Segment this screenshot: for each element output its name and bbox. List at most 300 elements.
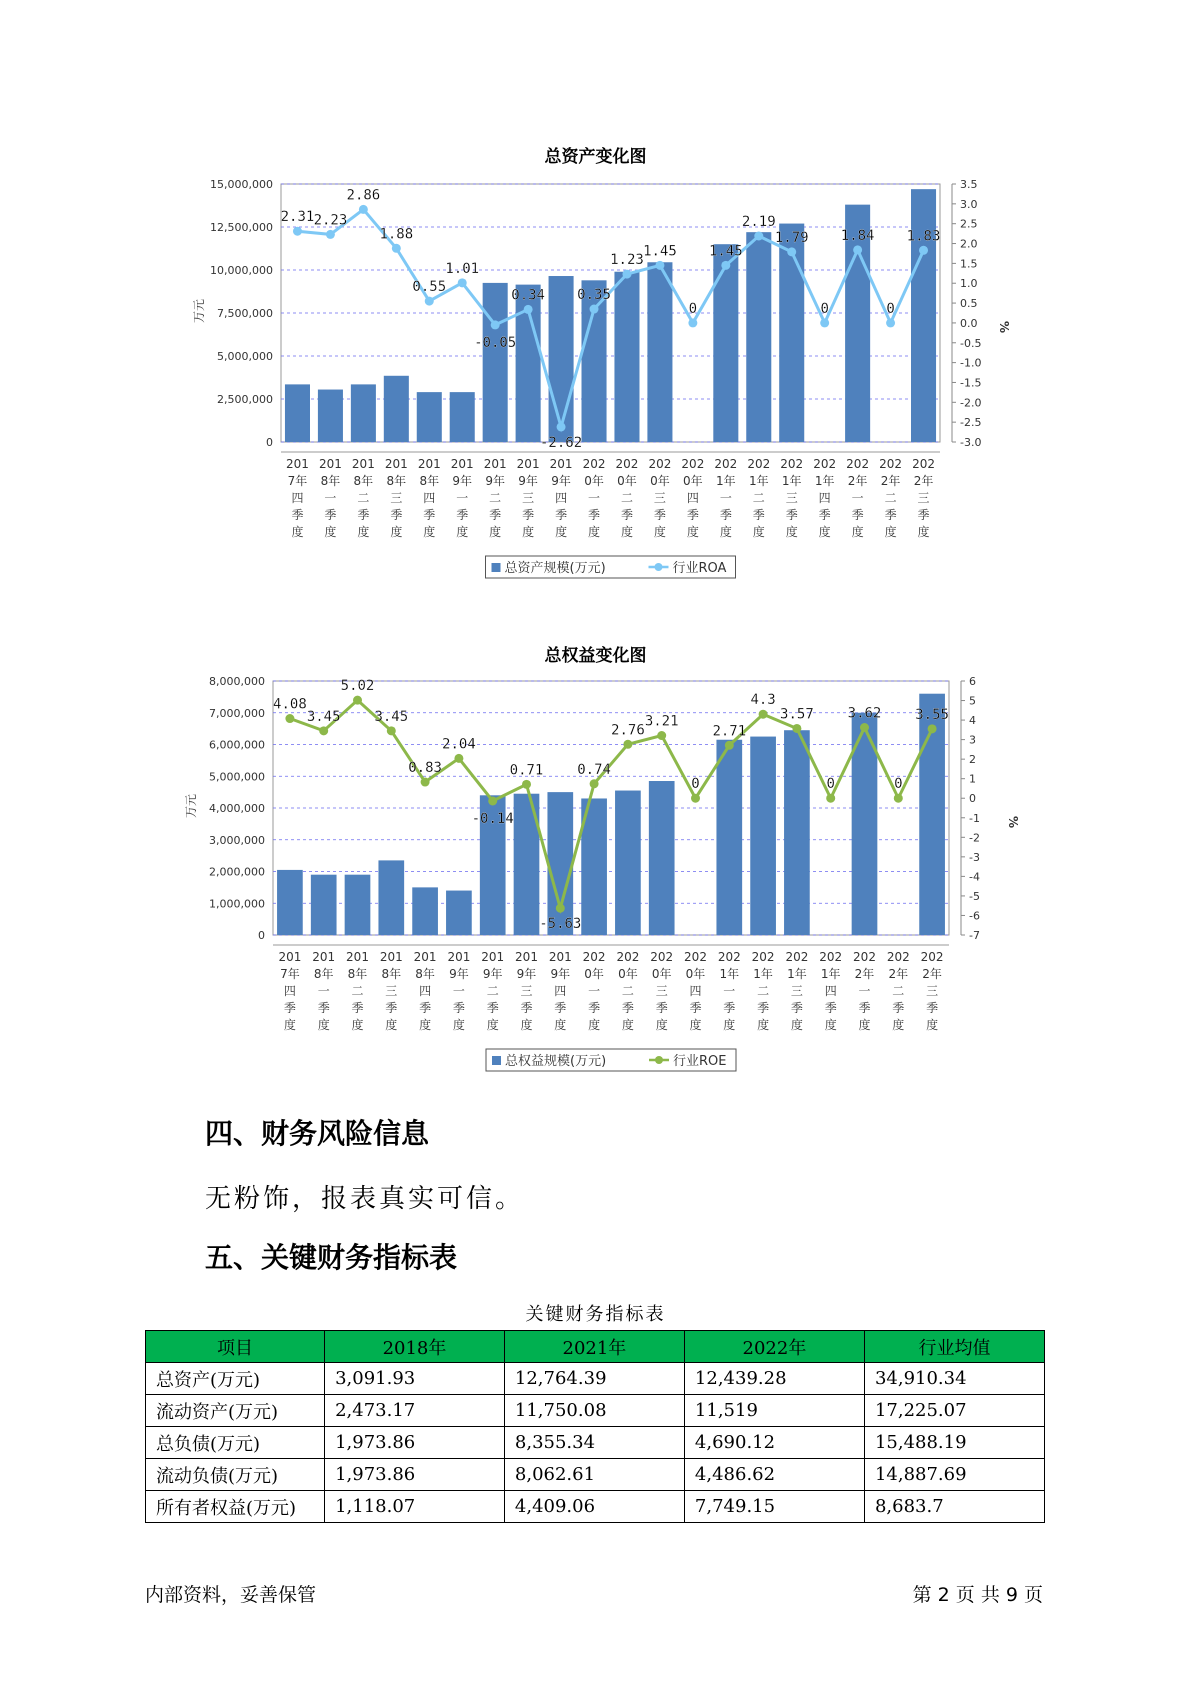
- category-tick-label: 三: [790, 984, 803, 998]
- data-label: 3.62: [847, 705, 882, 722]
- data-label: 0.35: [577, 287, 611, 304]
- category-tick-label: 度: [522, 525, 535, 539]
- category-tick-label: 四: [555, 491, 568, 505]
- line-point: [623, 740, 632, 749]
- table-cell: 11,519: [684, 1395, 864, 1427]
- category-tick-label: 201: [515, 950, 538, 964]
- category-tick-label: 季: [522, 508, 535, 522]
- category-tick-label: 四: [689, 984, 702, 998]
- section4-text: 无粉饰，报表真实可信。: [205, 1184, 525, 1214]
- line-point: [359, 205, 368, 214]
- category-tick-label: 2年: [847, 474, 868, 488]
- category-tick-label: 季: [689, 1001, 702, 1015]
- bar: [649, 781, 675, 935]
- data-label: 3.45: [374, 708, 409, 725]
- header-cell: 2018年: [325, 1331, 505, 1363]
- category-tick-label: 度: [785, 525, 798, 539]
- table-cell: 1,118.07: [325, 1491, 505, 1523]
- category-tick-label: 一: [588, 984, 601, 998]
- data-label: 1.83: [906, 228, 941, 245]
- category-tick-label: 一: [851, 491, 864, 505]
- category-tick-label: 二: [621, 984, 634, 998]
- data-label: 2.71: [712, 723, 747, 740]
- right-tick-label: 0.5: [960, 297, 978, 311]
- category-tick-label: 季: [489, 508, 502, 522]
- legend-line-marker: [655, 563, 663, 571]
- table-cell: 11,750.08: [504, 1395, 684, 1427]
- bar: [412, 887, 438, 935]
- category-tick-label: 202: [912, 457, 935, 471]
- bar: [614, 272, 639, 442]
- footer-page-number: 第 2 页 共 9 页: [912, 1584, 1043, 1606]
- header-cell: 2021年: [504, 1331, 684, 1363]
- category-tick-label: 1年: [748, 474, 769, 488]
- table-cell: 1,973.86: [325, 1427, 505, 1459]
- left-tick-label: 3,000,000: [209, 833, 265, 847]
- category-tick-label: 季: [926, 1001, 939, 1015]
- line-point: [488, 796, 497, 805]
- bar: [647, 262, 672, 442]
- left-tick-label: 0: [266, 436, 273, 449]
- category-tick-label: 度: [390, 525, 403, 539]
- category-tick-label: 202: [813, 457, 837, 471]
- data-label: 1.01: [445, 260, 480, 277]
- right-tick-label: -5: [969, 889, 980, 903]
- bar: [345, 875, 371, 935]
- data-label: 3.55: [915, 706, 949, 723]
- category-tick-label: 二: [892, 984, 905, 998]
- table-header-row: [146, 1331, 1045, 1363]
- right-tick-label: -3.0: [960, 436, 982, 449]
- line-point: [392, 244, 401, 253]
- category-tick-label: 2年: [888, 967, 909, 981]
- line-point: [928, 724, 937, 733]
- left-tick-label: 1,000,000: [209, 897, 265, 911]
- category-tick-label: 201: [278, 950, 302, 964]
- total-assets-chart: [0, 170, 1191, 590]
- bar: [285, 384, 310, 442]
- category-tick-label: 季: [486, 1001, 499, 1015]
- chart1-title: 总资产变化图: [544, 147, 647, 167]
- category-tick-label: 三: [522, 491, 535, 505]
- footer-confidential-note: 内部资料，妥善保管: [145, 1584, 317, 1606]
- category-tick-label: 季: [555, 508, 568, 522]
- left-tick-label: 2,500,000: [217, 393, 273, 406]
- left-tick-label: 0: [258, 929, 265, 942]
- category-tick-label: 度: [588, 525, 601, 539]
- line-point: [657, 731, 666, 740]
- bar: [450, 392, 475, 442]
- bar: [384, 376, 409, 442]
- bar: [716, 740, 742, 935]
- bar: [318, 390, 343, 442]
- category-tick-label: 季: [390, 508, 403, 522]
- data-label: -5.63: [539, 916, 582, 933]
- category-tick-label: 二: [884, 491, 897, 505]
- category-tick-label: 季: [456, 508, 469, 522]
- table-cell: 所有者权益(万元): [146, 1491, 325, 1523]
- category-tick-label: 202: [853, 950, 876, 964]
- bar: [311, 875, 337, 935]
- right-tick-label: -6: [969, 909, 980, 923]
- right-tick-label: 3.5: [960, 178, 978, 191]
- category-tick-label: 度: [324, 525, 337, 539]
- line-point: [557, 422, 566, 431]
- category-tick-label: 季: [588, 1001, 601, 1015]
- right-tick-label: -7: [969, 929, 980, 942]
- category-tick-label: 四: [283, 984, 296, 998]
- header-cell: 行业均值: [864, 1331, 1044, 1363]
- category-tick-label: 度: [757, 1018, 770, 1032]
- category-tick-label: 9年: [452, 474, 473, 488]
- section5-heading: 五、关键财务指标表: [205, 1241, 458, 1274]
- category-tick-label: 8年: [386, 474, 407, 488]
- category-tick-label: 9年: [482, 967, 503, 981]
- data-label: 1.88: [379, 226, 414, 243]
- category-tick-label: 度: [520, 1018, 533, 1032]
- category-tick-label: 二: [489, 491, 502, 505]
- category-tick-label: 度: [892, 1018, 905, 1032]
- category-tick-label: 季: [752, 508, 765, 522]
- left-tick-label: 4,000,000: [209, 802, 265, 815]
- line-point: [754, 231, 763, 240]
- right-tick-label: -2.0: [960, 396, 982, 410]
- right-tick-label: 1.5: [960, 257, 978, 271]
- bar: [911, 189, 936, 442]
- right-tick-label: 1.0: [960, 277, 978, 291]
- category-tick-label: 季: [917, 508, 930, 522]
- table-cell: 4,409.06: [504, 1491, 684, 1523]
- category-tick-label: 1年: [781, 474, 802, 488]
- category-tick-label: 季: [520, 1001, 533, 1015]
- line-point: [688, 318, 697, 327]
- category-tick-label: 8年: [381, 967, 402, 981]
- category-tick-label: 8年: [320, 474, 341, 488]
- legend-line-label: 行业ROA: [672, 561, 727, 576]
- header-cell: 项目: [146, 1331, 325, 1363]
- category-tick-label: 二: [486, 984, 499, 998]
- category-tick-label: 2年: [880, 474, 901, 488]
- category-tick-label: 0年: [650, 474, 670, 488]
- table-cell: 17,225.07: [864, 1395, 1044, 1427]
- category-tick-label: 三: [385, 984, 398, 998]
- category-tick-label: 8年: [415, 967, 435, 981]
- category-tick-label: 202: [879, 457, 903, 471]
- category-tick-label: 202: [648, 457, 672, 471]
- data-label: 4.3: [750, 692, 776, 709]
- category-tick-label: 201: [481, 950, 505, 964]
- category-tick-label: 季: [291, 508, 304, 522]
- category-tick-label: 0年: [651, 967, 672, 981]
- key-financial-table: [145, 1330, 1045, 1523]
- category-tick-label: 季: [317, 1001, 330, 1015]
- category-tick-label: 9年: [449, 967, 469, 981]
- data-label: 2.23: [313, 212, 348, 229]
- category-tick-label: 201: [379, 950, 403, 964]
- data-label: 0.55: [412, 279, 447, 296]
- category-tick-label: 季: [884, 508, 897, 522]
- right-tick-label: 2.0: [960, 237, 978, 251]
- line-point: [725, 741, 734, 750]
- line-point: [820, 318, 829, 327]
- data-label: 0.71: [509, 762, 544, 779]
- right-axis-unit: %: [1006, 816, 1020, 829]
- line-point: [826, 794, 835, 803]
- category-tick-label: 202: [714, 457, 738, 471]
- right-tick-label: 0: [969, 792, 976, 806]
- line-point: [353, 696, 362, 705]
- line-point: [919, 246, 928, 255]
- category-tick-label: 四: [423, 491, 436, 505]
- category-tick-label: 季: [655, 1001, 668, 1015]
- category-tick-label: 三: [917, 491, 930, 505]
- table-row: [146, 1395, 1045, 1427]
- table-cell: 4,486.62: [684, 1459, 864, 1491]
- category-tick-label: 季: [686, 508, 699, 522]
- category-tick-label: 9年: [518, 474, 538, 488]
- left-tick-label: 10,000,000: [210, 264, 273, 277]
- category-tick-label: 度: [620, 525, 633, 539]
- category-tick-label: 2年: [854, 967, 875, 981]
- data-label: 0: [691, 776, 700, 793]
- category-tick-label: 度: [719, 525, 732, 539]
- left-tick-label: 7,500,000: [217, 307, 273, 320]
- right-tick-label: 2: [969, 753, 976, 767]
- category-tick-label: 1年: [814, 474, 835, 488]
- category-tick-label: 度: [588, 1018, 601, 1032]
- category-tick-label: 9年: [516, 967, 537, 981]
- category-tick-label: 度: [790, 1018, 803, 1032]
- category-tick-label: 度: [653, 525, 666, 539]
- category-tick-label: 季: [790, 1001, 803, 1015]
- category-tick-label: 201: [346, 950, 369, 964]
- category-tick-label: 9年: [551, 474, 571, 488]
- category-tick-label: 四: [818, 491, 831, 505]
- category-tick-label: 201: [384, 457, 408, 471]
- category-tick-label: 1年: [719, 967, 740, 981]
- left-axis-unit: 万元: [184, 793, 198, 818]
- line-point: [326, 230, 335, 239]
- category-tick-label: 9年: [485, 474, 505, 488]
- category-tick-label: 201: [483, 457, 507, 471]
- category-tick-label: 三: [926, 984, 939, 998]
- data-label: 1.45: [643, 243, 677, 260]
- table-cell: 8,062.61: [504, 1459, 684, 1491]
- table-cell: 流动资产(万元): [146, 1395, 325, 1427]
- table-cell: 12,764.39: [504, 1363, 684, 1395]
- line-point: [590, 779, 599, 788]
- line-point: [792, 724, 801, 733]
- data-label: 0.34: [511, 287, 545, 304]
- table-cell: 4,690.12: [684, 1427, 864, 1459]
- category-tick-label: 202: [819, 950, 843, 964]
- category-tick-label: 季: [785, 508, 798, 522]
- data-label: 4.08: [273, 696, 307, 713]
- category-tick-label: 季: [858, 1001, 871, 1015]
- line-point: [522, 780, 531, 789]
- category-tick-label: 201: [447, 950, 471, 964]
- category-tick-label: 202: [616, 950, 640, 964]
- right-axis-unit: %: [997, 321, 1011, 334]
- data-label: 0: [886, 300, 895, 317]
- left-tick-label: 5,000,000: [209, 770, 265, 784]
- category-tick-label: 201: [318, 457, 342, 471]
- data-label: 2.19: [741, 213, 776, 230]
- line-point: [458, 278, 467, 287]
- category-tick-label: 二: [757, 984, 770, 998]
- category-tick-label: 201: [351, 457, 375, 471]
- table-cell: 8,355.34: [504, 1427, 684, 1459]
- category-tick-label: 1年: [820, 967, 841, 981]
- category-tick-label: 1年: [716, 474, 736, 488]
- category-tick-label: 四: [824, 984, 837, 998]
- category-tick-label: 三: [655, 984, 668, 998]
- line-point: [293, 227, 302, 236]
- data-label: 1.79: [774, 229, 809, 246]
- right-tick-label: -1.0: [960, 356, 982, 370]
- category-tick-label: 季: [452, 1001, 465, 1015]
- category-tick-label: 二: [351, 984, 364, 998]
- left-axis-unit: 万元: [192, 298, 206, 323]
- category-tick-label: 度: [385, 1018, 398, 1032]
- category-tick-label: 度: [489, 525, 502, 539]
- data-label: 5.02: [340, 678, 375, 695]
- bar: [615, 791, 641, 935]
- data-label: 0.74: [577, 761, 611, 778]
- data-label: -2.62: [539, 434, 583, 451]
- legend-bar-label: 总权益规模(万元): [505, 1054, 607, 1069]
- right-tick-label: -1.5: [960, 376, 982, 390]
- category-tick-label: 季: [283, 1001, 296, 1015]
- left-tick-label: 5,000,000: [217, 350, 273, 363]
- category-tick-label: 0年: [617, 474, 637, 488]
- section4-heading: 四、财务风险信息: [205, 1117, 430, 1150]
- data-label: 2.76: [611, 722, 645, 739]
- data-label: 0: [820, 300, 829, 317]
- category-tick-label: 9年: [550, 967, 571, 981]
- left-tick-label: 8,000,000: [209, 675, 265, 688]
- category-tick-label: 201: [549, 457, 573, 471]
- category-tick-label: 度: [423, 525, 436, 539]
- category-tick-label: 度: [486, 1018, 499, 1032]
- category-tick-label: 度: [452, 1018, 465, 1032]
- category-tick-label: 度: [283, 1018, 296, 1032]
- right-tick-label: 3: [969, 733, 976, 747]
- table-cell: 15,488.19: [864, 1427, 1044, 1459]
- category-tick-label: 8年: [347, 967, 368, 981]
- line-point: [491, 320, 500, 329]
- category-tick-label: 0年: [584, 967, 604, 981]
- table-cell: 1,973.86: [325, 1459, 505, 1491]
- line-point: [319, 726, 328, 735]
- data-label: 1.84: [840, 227, 875, 244]
- table-cell: 总资产(万元): [146, 1363, 325, 1395]
- category-tick-label: 8年: [353, 474, 374, 488]
- legend-bar-label: 总资产规模(万元): [504, 561, 606, 576]
- category-tick-label: 度: [851, 525, 864, 539]
- category-tick-label: 季: [719, 508, 732, 522]
- data-label: -0.14: [471, 810, 514, 827]
- bar: [446, 891, 472, 935]
- chart2-title: 总权益变化图: [544, 646, 647, 666]
- bar: [750, 737, 776, 935]
- table-caption: 关键财务指标表: [525, 1304, 666, 1325]
- bar: [417, 392, 442, 442]
- category-tick-label: 一: [588, 491, 601, 505]
- data-label: 3.57: [780, 706, 814, 723]
- category-tick-label: 度: [723, 1018, 736, 1032]
- category-tick-label: 202: [785, 950, 809, 964]
- category-tick-label: 201: [548, 950, 572, 964]
- header-cell: 2022年: [684, 1331, 864, 1363]
- table-cell: 8,683.7: [864, 1491, 1044, 1523]
- category-tick-label: 1年: [787, 967, 807, 981]
- category-tick-label: 三: [653, 491, 666, 505]
- line-point: [454, 754, 463, 763]
- category-tick-label: 季: [588, 508, 601, 522]
- bar: [713, 244, 738, 442]
- category-tick-label: 度: [351, 1018, 364, 1032]
- category-tick-label: 2年: [922, 967, 942, 981]
- category-tick-label: 度: [884, 525, 897, 539]
- category-tick-label: 季: [324, 508, 337, 522]
- category-tick-label: 8年: [419, 474, 440, 488]
- category-tick-label: 202: [780, 457, 804, 471]
- line-point: [590, 305, 599, 314]
- table-cell: 12,439.28: [684, 1363, 864, 1395]
- category-tick-label: 度: [456, 525, 469, 539]
- category-tick-label: 季: [621, 1001, 634, 1015]
- category-tick-label: 一: [719, 491, 732, 505]
- category-tick-label: 202: [681, 457, 705, 471]
- category-tick-label: 201: [286, 457, 309, 471]
- bar: [378, 860, 404, 935]
- category-tick-label: 三: [785, 491, 798, 505]
- data-label: 3.45: [306, 708, 341, 725]
- category-tick-label: 度: [555, 525, 568, 539]
- category-tick-label: 7年: [287, 474, 308, 488]
- category-tick-label: 季: [653, 508, 666, 522]
- category-tick-label: 度: [291, 525, 304, 539]
- bar: [549, 276, 574, 442]
- line-point: [556, 904, 565, 913]
- category-tick-label: 度: [419, 1018, 432, 1032]
- line-point: [524, 305, 533, 314]
- category-tick-label: 度: [686, 525, 699, 539]
- data-label: 0: [688, 300, 698, 317]
- right-tick-label: 4: [969, 714, 976, 728]
- category-tick-label: 二: [620, 491, 633, 505]
- bar: [351, 384, 376, 442]
- right-tick-label: 6: [969, 675, 976, 688]
- line-point: [387, 726, 396, 735]
- category-tick-label: 度: [926, 1018, 939, 1032]
- category-tick-label: 一: [317, 984, 330, 998]
- data-label: 0.83: [408, 760, 442, 777]
- right-tick-label: -1: [969, 811, 980, 825]
- line-point: [787, 247, 796, 256]
- category-tick-label: 季: [351, 1001, 364, 1015]
- line-point: [721, 261, 730, 270]
- total-equity-chart: [0, 668, 1191, 1088]
- line-point: [425, 297, 434, 306]
- bar: [483, 283, 508, 442]
- legend-bar-swatch: [492, 563, 501, 572]
- category-tick-label: 0年: [618, 967, 638, 981]
- category-tick-label: 季: [385, 1001, 398, 1015]
- line-point: [691, 794, 700, 803]
- table-row: [146, 1459, 1045, 1491]
